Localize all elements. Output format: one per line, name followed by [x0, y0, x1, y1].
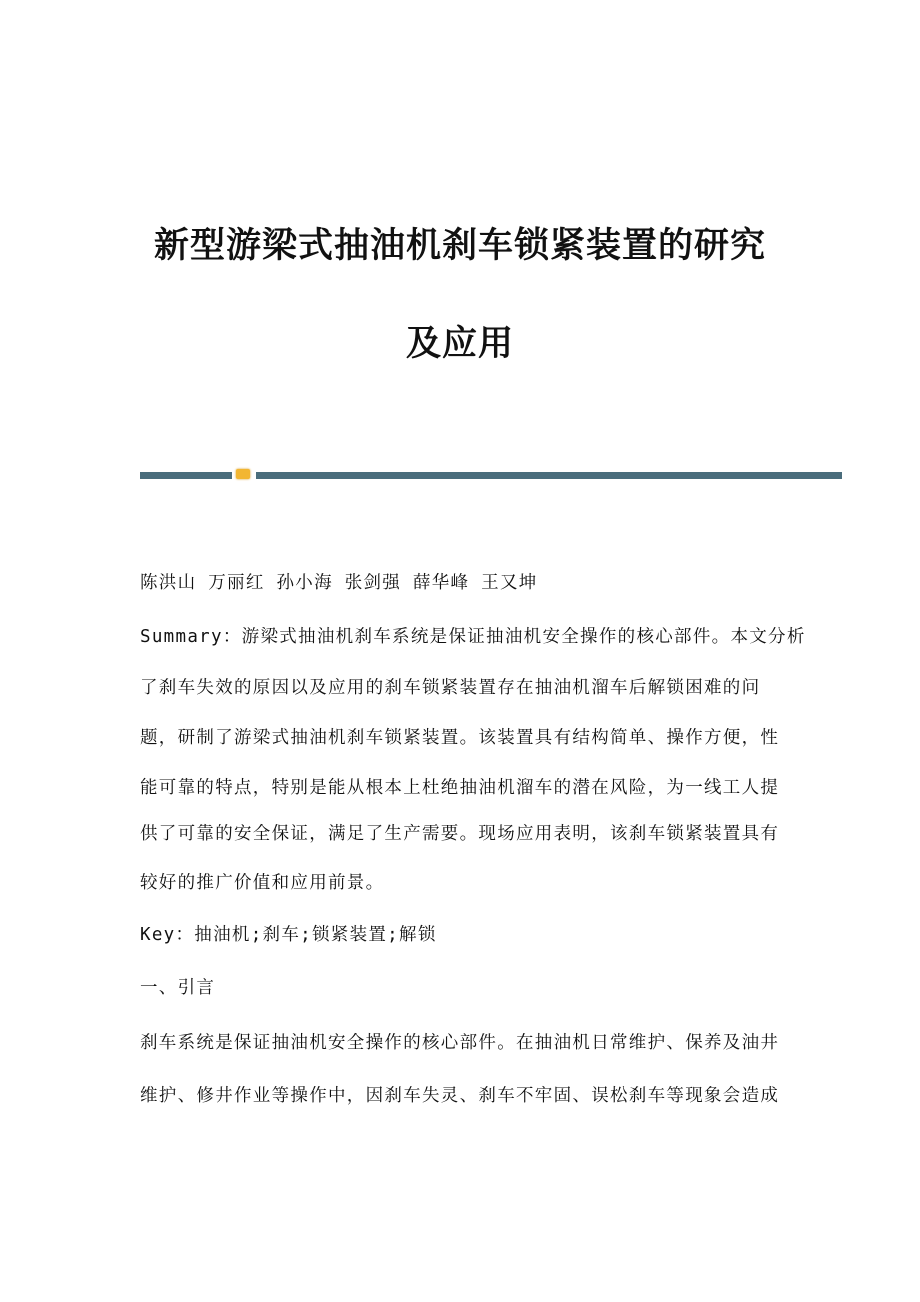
divider-bar-right	[256, 472, 842, 479]
authors: 陈洪山 万丽红 孙小海 张剑强 薛华峰 王又坤	[140, 573, 538, 593]
section-heading: 一、引言	[140, 978, 216, 998]
divider-bar-left	[140, 472, 232, 479]
summary-line: Summary：游梁式抽油机刹车系统是保证抽油机安全操作的核心部件。本文分析	[140, 627, 806, 647]
summary-line: 了刹车失效的原因以及应用的刹车锁紧装置存在抽油机溜车后解锁困难的问	[140, 678, 761, 698]
title-divider	[140, 472, 842, 480]
document-title-line-2: 及应用	[405, 323, 514, 364]
keywords: Key：抽油机;刹车;锁紧装置;解锁	[140, 925, 437, 945]
summary-line: 题，研制了游梁式抽油机刹车锁紧装置。该装置具有结构简单、操作方便，性	[140, 728, 780, 748]
body-line: 维护、修井作业等操作中，因刹车失灵、刹车不牢固、误松刹车等现象会造成	[140, 1086, 780, 1106]
summary-line: 较好的推广价值和应用前景。	[140, 873, 385, 893]
summary-line: 能可靠的特点，特别是能从根本上杜绝抽油机溜车的潜在风险，为一线工人提	[140, 778, 780, 798]
summary-line: 供了可靠的安全保证，满足了生产需要。现场应用表明，该刹车锁紧装置具有	[140, 824, 780, 844]
body-line: 刹车系统是保证抽油机安全操作的核心部件。在抽油机日常维护、保养及油井	[140, 1033, 780, 1053]
divider-ornament-icon	[236, 469, 250, 479]
document-title-line-1: 新型游梁式抽油机刹车锁紧装置的研究	[153, 225, 766, 266]
